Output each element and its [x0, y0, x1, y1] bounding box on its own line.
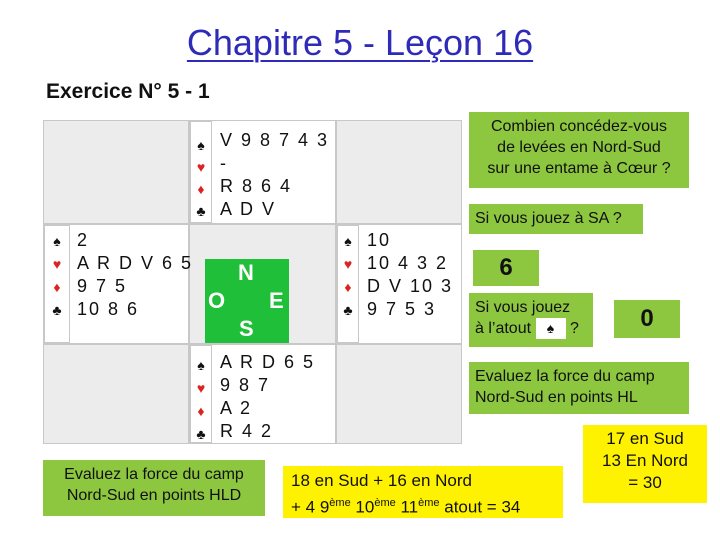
west-diamonds: 9 7 5 — [77, 276, 128, 296]
south-diamonds: A 2 — [220, 398, 253, 418]
club-icon: ♣ — [196, 426, 206, 442]
east-hearts: 10 4 3 2 — [367, 253, 449, 273]
question-line: Combien concédez-vous — [490, 118, 668, 135]
club-icon: ♣ — [52, 302, 62, 318]
answer-sup: ème — [374, 497, 396, 509]
answer-line: 17 en Sud — [606, 429, 684, 448]
south-hand — [189, 344, 336, 444]
south-clubs: R 4 2 — [220, 421, 274, 441]
grid-bottom-right — [336, 344, 462, 444]
question-line: Nord-Sud en points HL — [475, 389, 638, 406]
answer-text: atout = 34 — [439, 497, 521, 517]
north-spades: V 9 8 7 4 3 — [220, 130, 330, 150]
club-icon: ♣ — [196, 203, 206, 219]
heart-icon: ♥ — [196, 380, 206, 396]
question-line — [475, 318, 587, 339]
east-clubs: 9 7 5 3 — [367, 299, 437, 319]
answer-line: 18 en Sud + 16 en Nord — [291, 471, 472, 490]
answer-text: 11 — [395, 497, 419, 517]
north-clubs: A D V — [220, 199, 277, 219]
compass-south: S — [239, 316, 254, 341]
question-line: Nord-Sud en points HLD — [66, 487, 242, 504]
heart-icon: ♥ — [196, 159, 206, 175]
grid-top-left — [43, 120, 189, 224]
question-line: sur une entame à Cœur ? — [487, 160, 671, 177]
question-hearts-lead — [469, 112, 689, 188]
diamond-icon: ♦ — [197, 403, 205, 419]
compass — [205, 259, 289, 343]
west-suit-column — [44, 225, 70, 343]
diamond-icon: ♦ — [197, 181, 205, 197]
question-line: Evaluez la force du camp — [475, 368, 655, 385]
north-diamonds: R 8 6 4 — [220, 176, 293, 196]
answer-sa: 6 — [473, 250, 539, 286]
answer-line: 13 En Nord — [602, 451, 688, 470]
compass-west: O — [208, 288, 226, 313]
answer-line: = 30 — [628, 473, 662, 492]
west-spades: 2 — [77, 230, 90, 250]
question-text: ? — [569, 320, 579, 337]
grid-top-right — [336, 120, 462, 224]
answer-sup: ème — [418, 497, 440, 509]
answer-atout: 0 — [614, 300, 680, 338]
west-hearts: A R D V 6 5 — [77, 253, 194, 273]
answer-hl — [583, 425, 707, 503]
spade-icon: ♠ — [344, 233, 352, 249]
grid-bottom-left — [43, 344, 189, 444]
east-spades: 10 — [367, 230, 392, 250]
compass-north: N — [238, 260, 254, 285]
spade-icon: ♠ — [197, 357, 205, 373]
page-title: Chapitre 5 - Leçon 16 — [186, 22, 534, 63]
diamond-icon: ♦ — [53, 279, 61, 295]
answer-text: + 4 9 — [291, 497, 330, 517]
west-clubs: 10 8 6 — [77, 299, 140, 319]
question-sa: Si vous jouez à SA ? — [469, 204, 643, 234]
answer-line — [291, 492, 555, 519]
east-suit-column — [337, 225, 359, 343]
answer-hld — [283, 466, 563, 518]
north-hearts: - — [220, 153, 228, 173]
spade-icon: ♠ — [197, 137, 205, 153]
heart-icon: ♥ — [343, 256, 353, 272]
east-diamonds: D V 10 3 — [367, 276, 454, 296]
heart-icon: ♥ — [52, 256, 62, 272]
west-hand — [43, 224, 194, 344]
question-line: Si vous jouez — [475, 299, 571, 316]
spade-icon: ♠ — [536, 318, 566, 339]
question-line: Evaluez la force du camp — [64, 466, 244, 483]
spade-icon: ♠ — [53, 233, 61, 249]
answer-text: 10 — [350, 497, 375, 517]
club-icon: ♣ — [343, 302, 353, 318]
question-hl — [469, 362, 689, 414]
south-hearts: 9 8 7 — [220, 375, 271, 395]
south-spades: A R D 6 5 — [220, 352, 316, 372]
question-atout — [469, 293, 593, 347]
exercise-subtitle: Exercice N° 5 - 1 — [46, 80, 210, 103]
question-text: à l’atout — [475, 320, 532, 337]
east-hand — [336, 224, 462, 344]
answer-sup: ème — [329, 497, 351, 509]
question-line: de levées en Nord-Sud — [497, 139, 661, 156]
north-suit-column — [190, 121, 212, 223]
question-hld — [43, 460, 265, 516]
compass-east: E — [269, 288, 284, 313]
south-suit-column — [190, 345, 212, 443]
north-hand — [189, 120, 336, 224]
diamond-icon: ♦ — [344, 279, 352, 295]
